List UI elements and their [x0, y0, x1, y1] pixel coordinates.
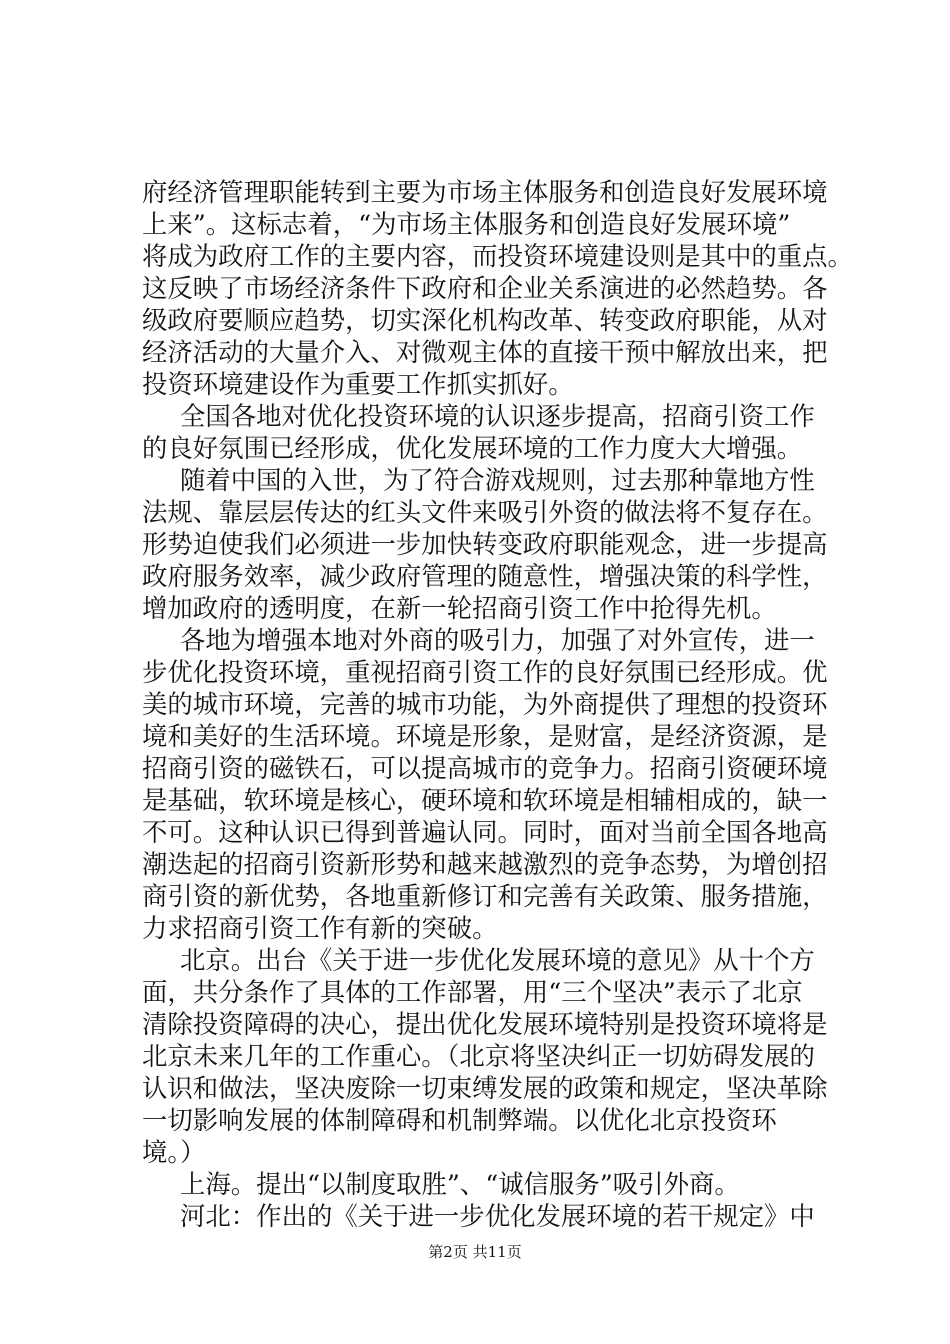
text-line: 潮迭起的招商引资新形势和越来越激烈的竞争态势，为增创招	[142, 849, 828, 879]
page-number-footer: 第2页 共11页	[428, 1243, 522, 1261]
paragraph-start-line: 上海。提出“以制度取胜”、“诚信服务”吸引外商。	[180, 1169, 740, 1199]
text-line: 美的城市环境，完善的城市功能，为外商提供了理想的投资环	[142, 689, 828, 719]
text-line: 上来”。这标志着，“为市场主体服务和创造良好发展环境”	[142, 209, 791, 239]
text-line: 不可。这种认识已得到普遍认同。同时，面对当前全国各地高	[142, 817, 828, 847]
text-line: 法规、靠层层传达的红头文件来吸引外资的做法将不复存在。	[142, 497, 828, 527]
text-line: 步优化投资环境，重视招商引资工作的良好氛围已经形成。优	[142, 657, 828, 687]
text-line: 力求招商引资工作有新的突破。	[142, 913, 498, 943]
text-line: 商引资的新优势，各地重新修订和完善有关政策、服务措施，	[142, 881, 828, 911]
text-line: 级政府要顺应趋势，切实深化机构改革、转变政府职能，从对	[142, 305, 828, 335]
paragraph-start-line: 北京。出台《关于进一步优化发展环境的意见》从十个方	[180, 945, 815, 975]
paragraph-start-line: 全国各地对优化投资环境的认识逐步提高，招商引资工作	[180, 401, 815, 431]
paragraph-start-line: 各地为增强本地对外商的吸引力，加强了对外宣传，进一	[180, 625, 815, 655]
text-line: 面，共分条作了具体的工作部署，用“三个坚决”表示了北京	[142, 977, 803, 1007]
text-line: 将成为政府工作的主要内容，而投资环境建设则是其中的重点。	[142, 241, 853, 271]
text-line: 是基础，软环境是核心，硬环境和软环境是相辅相成的，缺一	[142, 785, 828, 815]
text-line: 经济活动的大量介入、对微观主体的直接干预中解放出来，把	[142, 337, 828, 367]
text-line: 的良好氛围已经形成，优化发展环境的工作力度大大增强。	[142, 433, 803, 463]
text-line: 这反映了市场经济条件下政府和企业关系演进的必然趋势。各	[142, 273, 828, 303]
text-line: 清除投资障碍的决心，提出优化发展环境特别是投资环境将是	[142, 1009, 828, 1039]
text-line: 增加政府的透明度，在新一轮招商引资工作中抢得先机。	[142, 593, 777, 623]
text-line: 认识和做法，坚决废除一切束缚发展的政策和规定，坚决革除	[142, 1073, 828, 1103]
text-line: 投资环境建设作为重要工作抓实抓好。	[142, 369, 574, 399]
text-line: 府经济管理职能转到主要为市场主体服务和创造良好发展环境	[142, 177, 828, 207]
text-line: 政府服务效率，减少政府管理的随意性，增强决策的科学性，	[142, 561, 828, 591]
paragraph-start-line: 河北：作出的《关于进一步优化发展环境的若干规定》中	[180, 1201, 815, 1231]
text-line: 一切影响发展的体制障碍和机制弊端。以优化北京投资环	[142, 1105, 777, 1135]
text-line: 形势迫使我们必须进一步加快转变政府职能观念，进一步提高	[142, 529, 828, 559]
text-line: 境和美好的生活环境。环境是形象，是财富，是经济资源，是	[142, 721, 828, 751]
text-line: 北京未来几年的工作重心。（北京将坚决纠正一切妨碍发展的	[142, 1041, 815, 1071]
text-line: 境。）	[142, 1137, 206, 1167]
paragraph-start-line: 随着中国的入世，为了符合游戏规则，过去那种靠地方性	[180, 465, 815, 495]
text-line: 招商引资的磁铁石，可以提高城市的竞争力。招商引资硬环境	[142, 753, 828, 783]
